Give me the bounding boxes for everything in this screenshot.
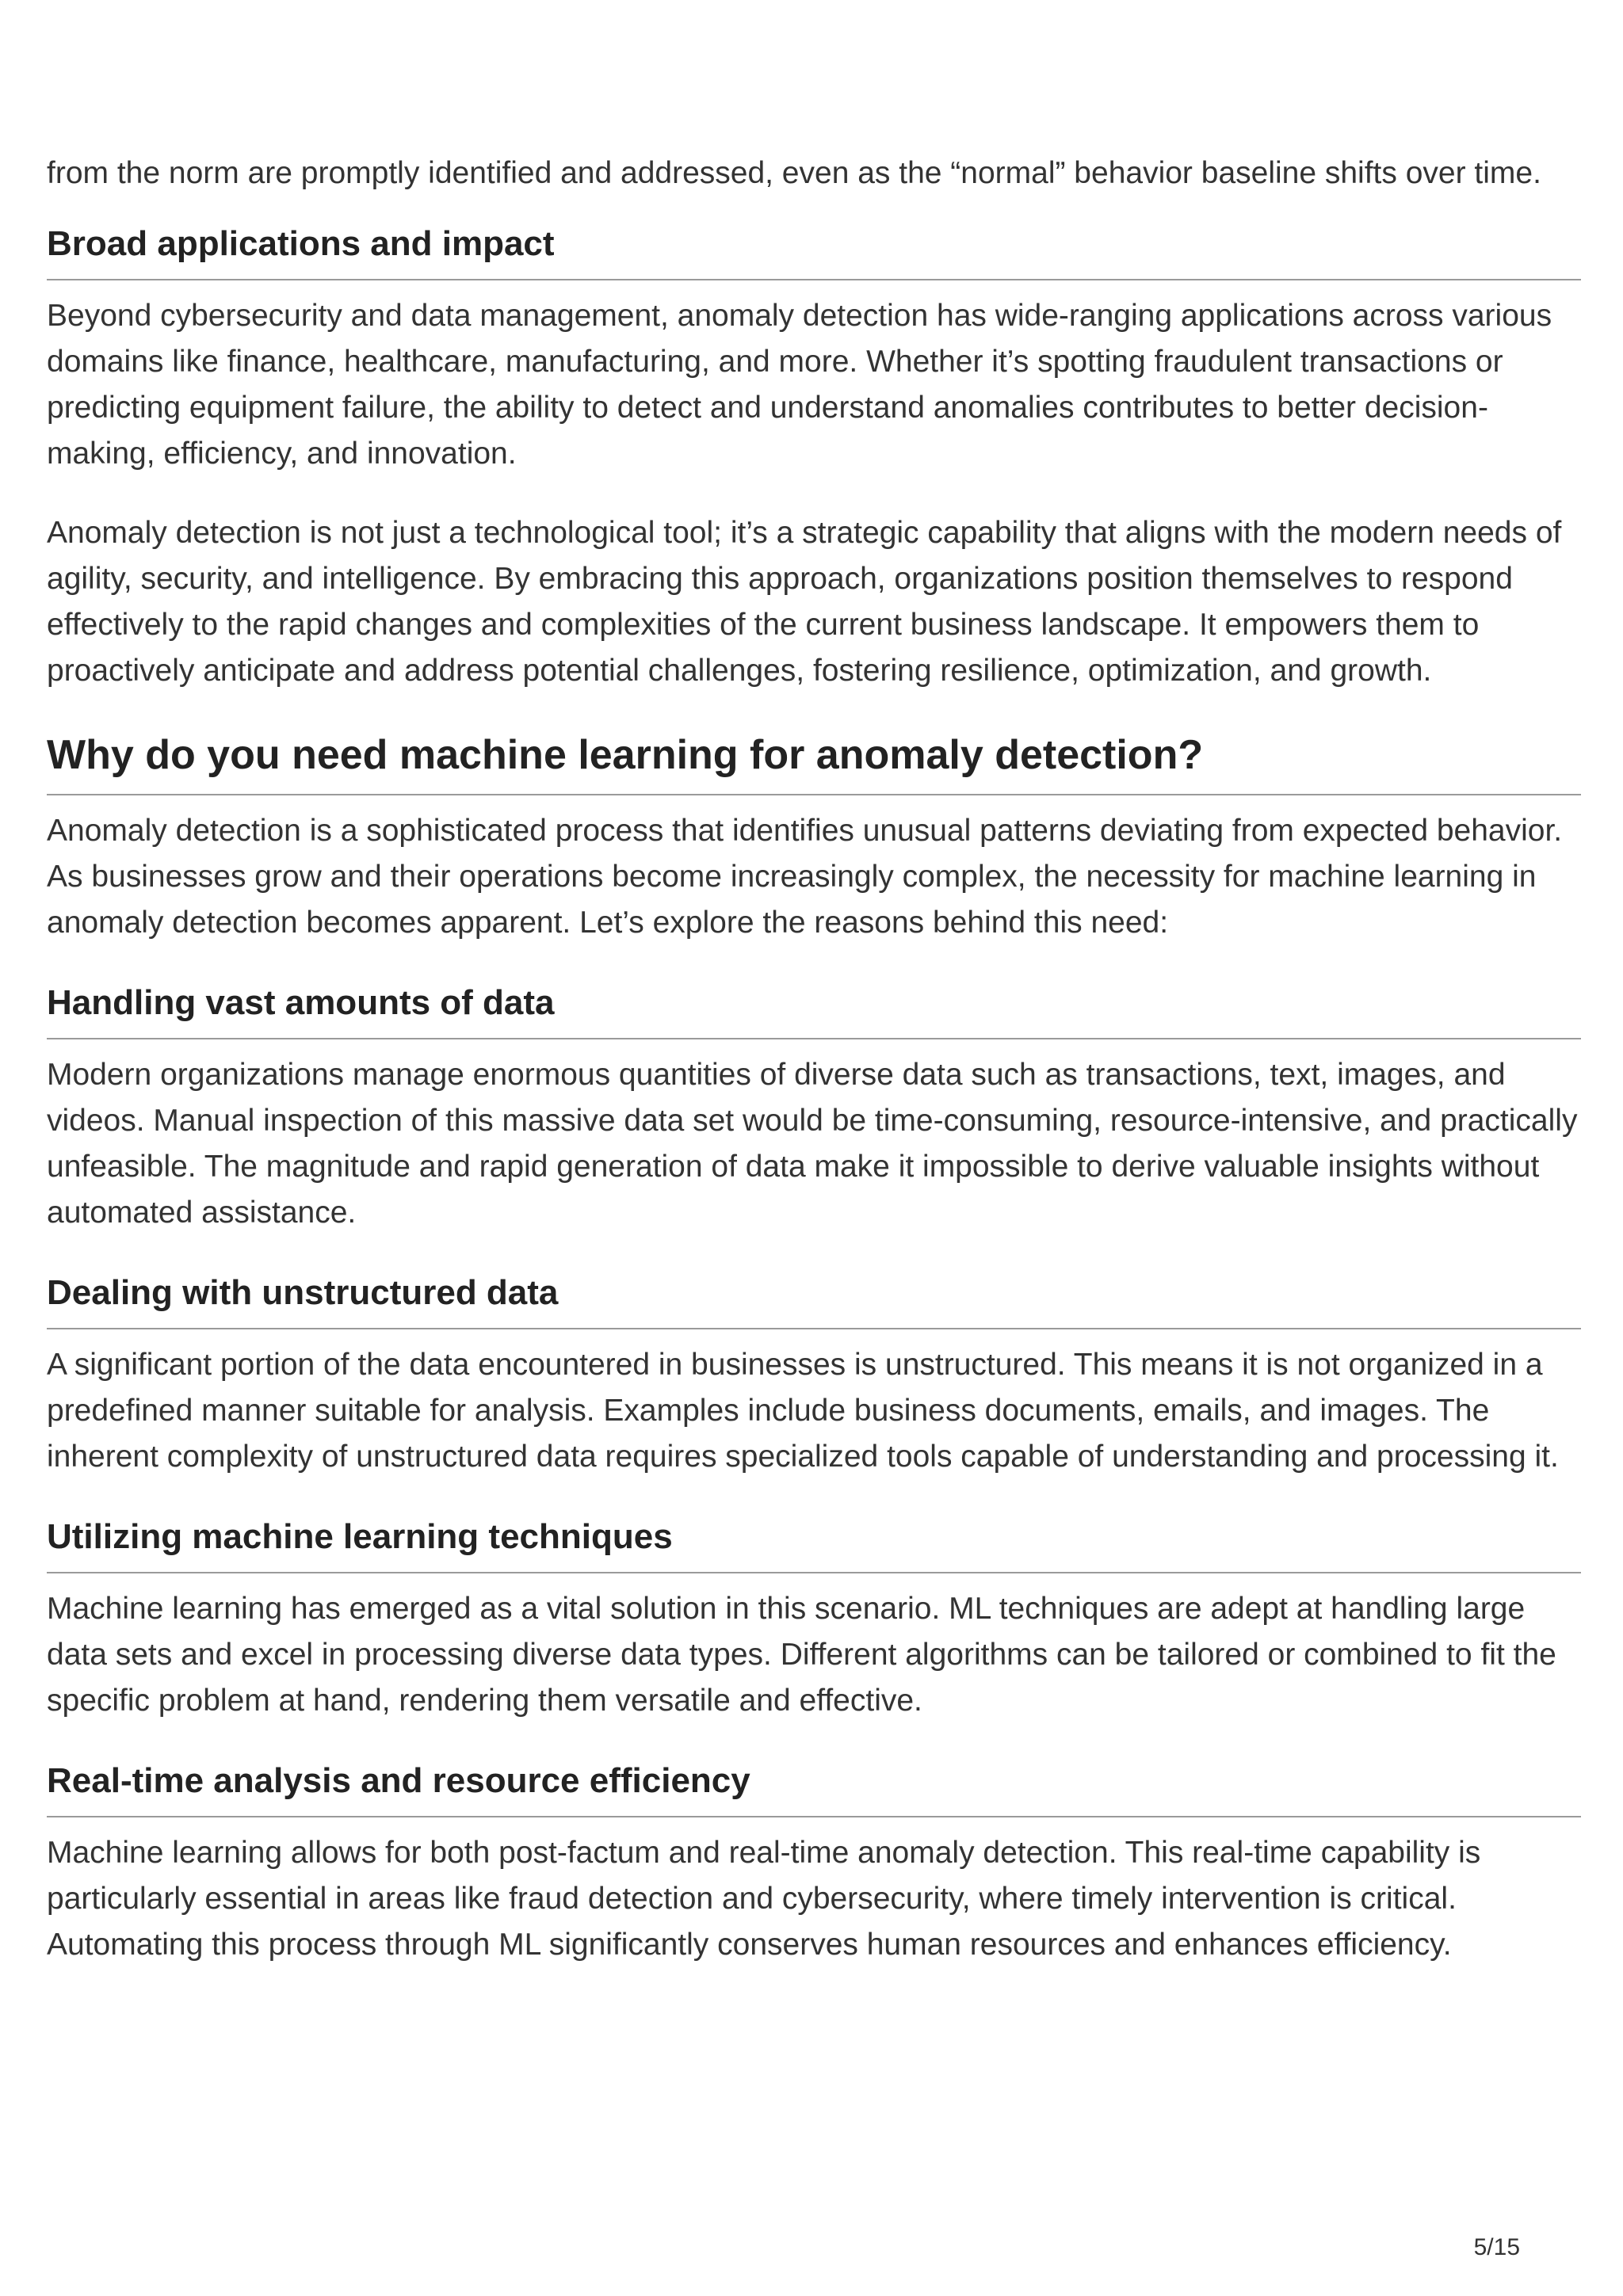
heading-handling-vast-data: Handling vast amounts of data xyxy=(47,979,1581,1039)
realtime-analysis-paragraph: Machine learning allows for both post-factum and real-time anomaly detection. This real-time capability is particularly essential in areas like fraud detection and cybersecurity, where timely intervention is critical. Automating this process through ML significantly conserves human resources and enhances efficiency. xyxy=(47,1836,1481,1962)
document-page xyxy=(47,151,1581,2001)
broad-paragraph-2: Anomaly detection is not just a technological tool; it’s a strategic capability that aligns with the modern needs of agility, security, and intelligence. By embracing this approach, organizations position themselves to respond effectively to the rapid changes and complexities of the current business landscape. It empowers them to proactively anticipate and address potential challenges, fostering resilience, optimization, and growth. xyxy=(47,516,1562,688)
heading-realtime-analysis: Real-time analysis and resource efficiency xyxy=(47,1757,1581,1817)
vast-data-paragraph: Modern organizations manage enormous quantities of diverse data such as transactions, text, images, and videos. Manual inspection of this massive data set would be time-consuming, resource-intensive, and practically unfeasible. The magnitude and rapid generation of data make it impossible to derive valuable insights without automated assistance. xyxy=(47,1058,1578,1230)
why-paragraph: Anomaly detection is a sophisticated process that identifies unusual patterns deviating from expected behavior. As businesses grow and their operations become increasingly complex, the necessity for machine learning in anomaly detection becomes apparent. Let’s explore the reasons behind this need: xyxy=(47,814,1563,940)
page-number: 5/15 xyxy=(1473,2234,1520,2260)
heading-broad-applications: Broad applications and impact xyxy=(47,220,1581,280)
unstructured-data-paragraph: A significant portion of the data encountered in businesses is unstructured. This means it is not organized in a predefined manner suitable for analysis. Examples include business documents, emails, and images. The inherent complexity of unstructured data requires specialized tools capable of understanding and processing it. xyxy=(47,1348,1559,1474)
broad-paragraph-1: Beyond cybersecurity and data management, anomaly detection has wide-ranging applications across various domains like finance, healthcare, manufacturing, and more. Whether it’s spotting fraudulent transactions or predicting equipment failure, the ability to detect and understand anomalies contributes to better decision-making, efficiency, and innovation. xyxy=(47,299,1552,471)
ml-techniques-paragraph: Machine learning has emerged as a vital solution in this scenario. ML techniques are adept at handling large data sets and excel in processing diverse data types. Different algorithms can be tailored or combined to fit the specific problem at hand, rendering them versatile and effective. xyxy=(47,1592,1556,1718)
heading-ml-techniques: Utilizing machine learning techniques xyxy=(47,1513,1581,1573)
heading-why-machine-learning: Why do you need machine learning for anomaly detection? xyxy=(47,727,1581,795)
intro-tail-paragraph: from the norm are promptly identified and addressed, even as the “normal” behavior baseline shifts over time. xyxy=(47,156,1541,190)
heading-unstructured-data: Dealing with unstructured data xyxy=(47,1269,1581,1329)
